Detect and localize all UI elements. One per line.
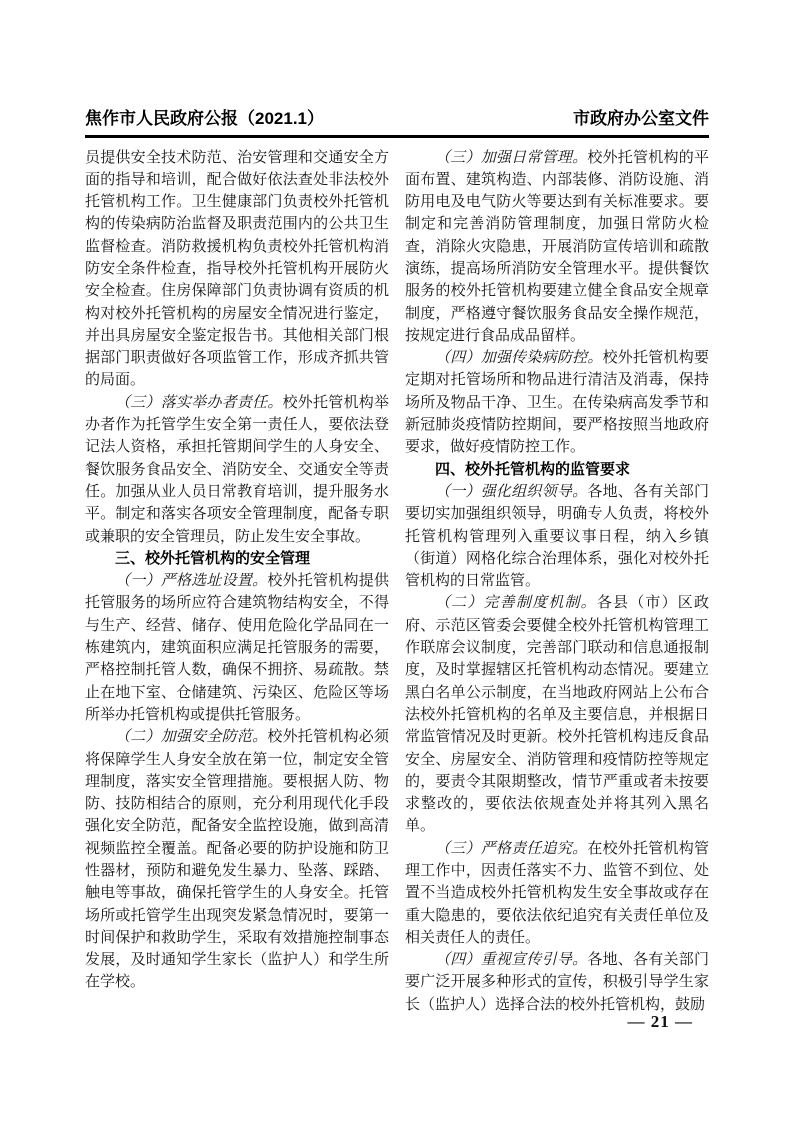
- header-rule: [85, 135, 709, 138]
- header-left-title: 焦作市人民政府公报（2021.1）: [85, 109, 324, 128]
- paragraph-lead: （四）加强传染病防控。: [435, 350, 603, 367]
- paragraph: （一）严格选址设置。校外托管机构提供托管服务的场所应符合建筑物结构安全，不得与生产、经营、储存、使用危险化学品同在一栋建筑内，建筑面积应满足托管服务的需要，严格控制托管人数，确保不拥挤、易疏散。禁止在地下室、仓储建筑、污染区、危险区等场所举办托管机构或提供托管服务。: [85, 573, 389, 723]
- page-content: [85, 108, 709, 1016]
- page-number: — 21 —: [627, 1012, 693, 1031]
- left-column: [85, 147, 389, 1017]
- right-column: [405, 147, 709, 1017]
- paragraph: （四）重视宣传引导。各地、各有关部门要广泛开展多种形式的宣传，积极引导学生家长（监护人）选择合法的校外托管机构，鼓励: [405, 952, 709, 1013]
- paragraph: （三）严格责任追究。在校外托管机构管理工作中，因责任落实不力、监管不到位、处置不当造成校外托管机构发生安全事故或存在重大隐患的，要依法依纪追究有关责任单位及相关责任人的责任。: [405, 840, 709, 946]
- header-right-title: 市政府办公室文件: [573, 109, 709, 128]
- section-heading: 四、校外托管机构的监管要求: [435, 460, 631, 478]
- paragraph-lead: （三）加强日常管理。: [435, 149, 588, 166]
- paragraph-lead: （二）加强安全防范。: [115, 729, 268, 746]
- paragraph-lead: （一）强化组织领导。: [435, 483, 588, 500]
- paragraph-lead: （三）落实举办者责任。: [115, 394, 283, 411]
- two-column-body: [85, 147, 709, 1017]
- paragraph: 员提供安全技术防范、治安管理和交通安全方面的指导和培训，配合做好依法查处非法校外托管机构工作。卫生健康部门负责校外托管机构的传染病防治监督及职责范围内的公共卫生监督检查。消防救援机构负责校外托管机构消防安全条件检查，指导校外托管机构开展防火安全检查。住房保障部门负责协调有资质的机构对校外托管机构的房屋安全情况进行鉴定，并出具房屋安全鉴定报告书。其他相关部门根据部门职责做好各项监管工作，形成齐抓共管的局面。: [85, 149, 389, 389]
- paragraph: （三）落实举办者责任。校外托管机构举办者作为托管学生安全第一责任人，要依法登记法人资格，承担托管期间学生的人身安全、餐饮服务食品安全、消防安全、交通安全等责任。加强从业人员日常教育培训，提升服务水平。制定和落实各项安全管理制度，配备专职或兼职的安全管理员，防止发生安全事故。: [85, 394, 389, 545]
- paragraph: （二）加强安全防范。校外托管机构必须将保障学生人身安全放在第一位，制定安全管理制度，落实安全管理措施。要根据人防、物防、技防相结合的原则，充分利用现代化手段强化安全防范，配备安全监控设施，做到高清视频监控全覆盖。配备必要的防护设施和防卫性器材，预防和避免发生暴力、坠落、踩踏、触电等事故，确保托管学生的人身安全。托管场所或托管学生出现突发紧急情况时，要第一时间保护和救助学生，采取有效措施控制事态发展，及时通知学生家长（监护人）和学生所在学校。: [85, 729, 389, 991]
- paragraph-lead: （一）严格选址设置。: [115, 573, 268, 590]
- paragraph-lead: （四）重视宣传引导。: [435, 952, 588, 969]
- paragraph: （二）完善制度机制。各县（市）区政府、示范区管委会要健全校外托管机构管理工作联席会议制度，完善部门联动和信息通报制度，及时掌握辖区托管机构动态情况。要建立黑白名单公示制度，在当地政府网站上公布合法校外托管机构的名单及主要信息，并根据日常监管情况及时更新。校外托管机构违反食品安全、房屋安全、消防管理和疫情防控等规定的，要责令其限期整改，情节严重或者未按要求整改的，要依法依规查处并将其列入黑名单。: [405, 595, 709, 835]
- paragraph: （一）强化组织领导。各地、各有关部门要切实加强组织领导，明确专人负责，将校外托管机构管理列入重要议事日程，纳入乡镇（街道）网格化综合治理体系，强化对校外托管机构的日常监管。: [405, 483, 709, 590]
- paragraph: （三）加强日常管理。校外托管机构的平面布置、建筑构造、内部装修、消防设施、消防用电及电气防火等要达到有关标准要求。要制定和完善消防管理制度，加强日常防火检查，消除火灾隐患，开展消防宣传培训和疏散演练，提高场所消防安全管理水平。提供餐饮服务的校外托管机构要建立健全食品安全规章制度，严格遵守餐饮服务食品安全操作规范，按规定进行食品成品留样。: [405, 149, 709, 344]
- paragraph-lead: （二）完善制度机制。: [435, 595, 597, 612]
- page-header: [85, 108, 709, 130]
- section-heading: 三、校外托管机构的安全管理: [115, 549, 311, 567]
- paragraph: （四）加强传染病防控。校外托管机构要定期对托管场所和物品进行清洁及消毒，保持场所及物品干净、卫生。在传染病高发季节和新冠肺炎疫情防控期间，要严格按照当地政府要求，做好疫情防控工作。: [405, 350, 709, 456]
- paragraph-lead: （三）严格责任追究。: [435, 840, 588, 857]
